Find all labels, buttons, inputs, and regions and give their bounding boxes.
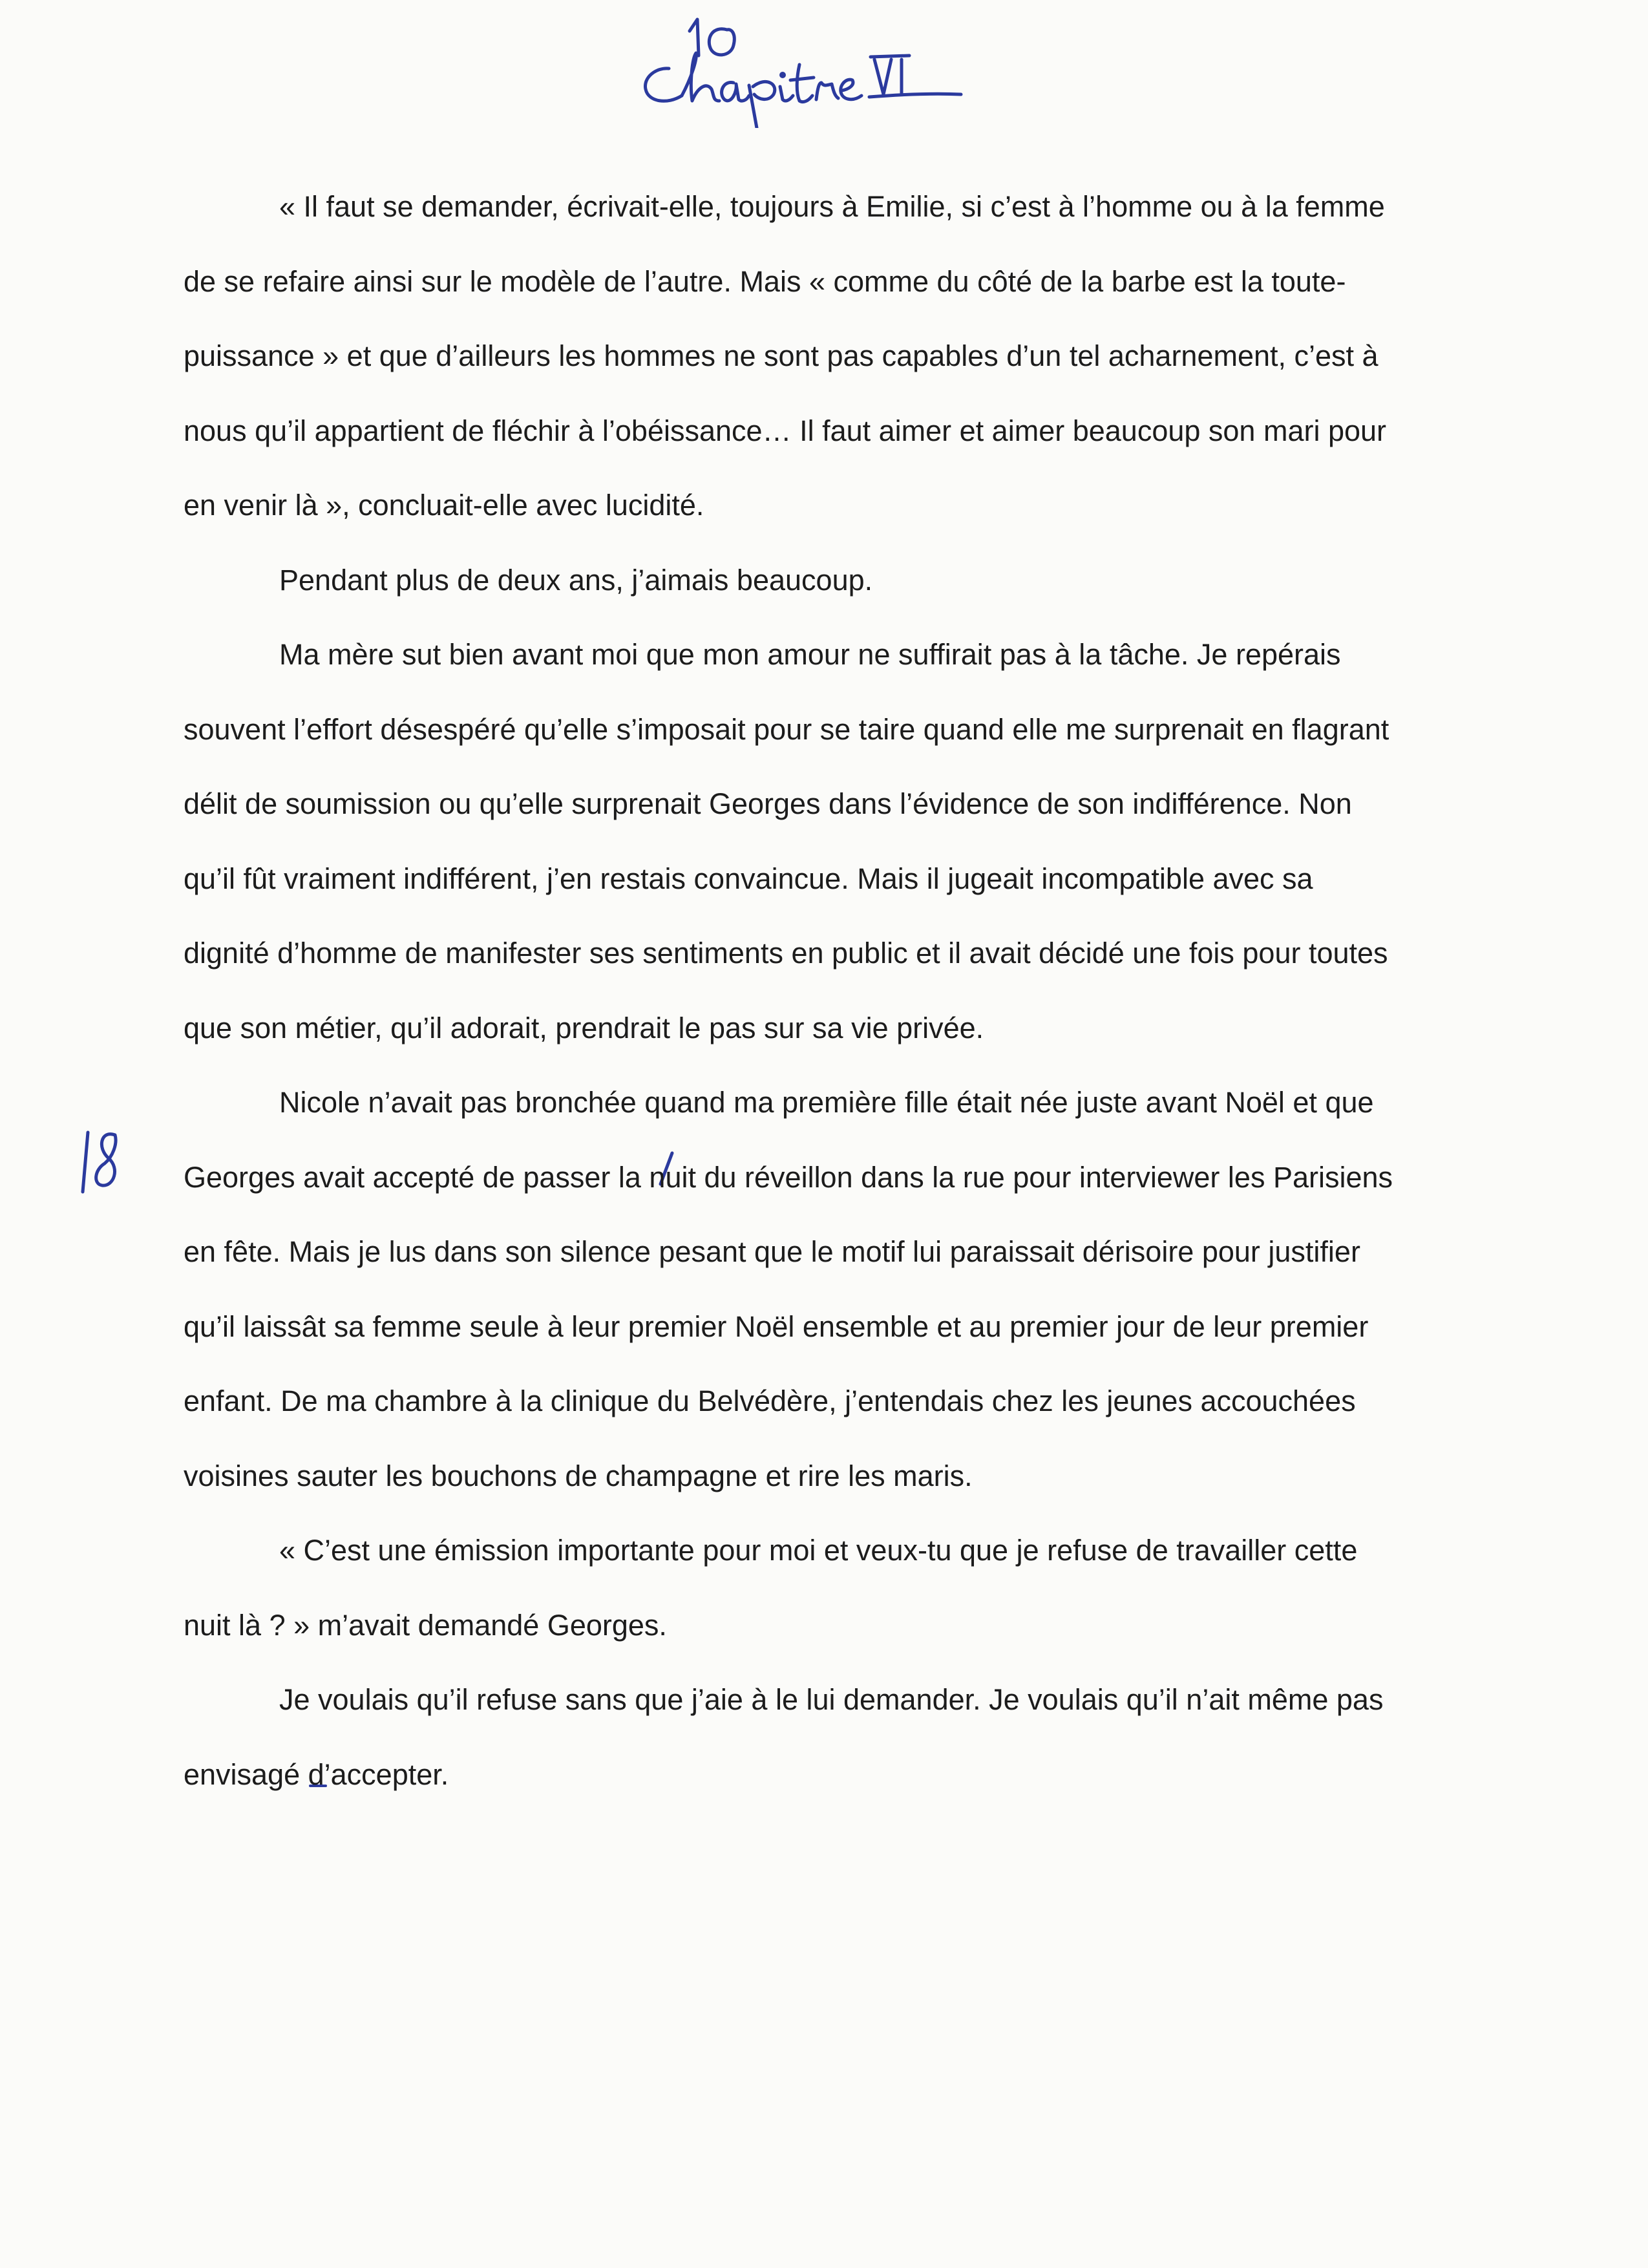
page-number-zero [709,29,734,55]
paragraph: Ma mère sut bien avant moi que mon amour ne suffirait pas à la tâche. Je repérais souvent l’effort désespéré qu’elle s’imposait pour se taire quand elle me surprenait en flagrant délit de soumission ou qu’elle surprenait Georges dans l’évidence de son indifférence. Non qu’il fût vraiment indifférent, j’en restais convaincue. Mais il jugeait incompatible avec sa dignité d’homme de manifester ses sentiments en public et il avait décidé une fois pour toutes que son métier, qu’il adorait, prendrait le pas sur sa vie privée. [184,638,1389,1044]
page-number-one [690,19,699,56]
paragraph: « C’est une émission importante pour moi et veux-tu que je refuse de travailler cette nuit là ? » m’avait demandé Georges. [184,1534,1358,1642]
paragraph: Je voulais qu’il refuse sans que j’aie à le lui demander. Je voulais qu’il n’ait même pas envisagé d’accepter. [184,1683,1384,1791]
body-text [184,169,1405,1812]
handwritten-margin-note [71,1125,129,1202]
paragraph: Nicole n’avait pas bronchée quand ma première fille était née juste avant Noël et que Georges avait accepté de passer la nuit du réveillon dans la rue pour interviewer les Parisiens en fête. Mais je lus dans son silence pesant que le motif lui paraissait dérisoire pour justifier qu’il laissât sa femme seule à leur premier Noël ensemble et au premier jour de leur premier enfant. De ma chambre à la clinique du Belvédère, j’entendais chez les jeunes accouchées voisines sauter les bouchons de champagne et rire les maris. [184,1086,1393,1492]
handwritten-heading [630,5,966,128]
paragraph: « Il faut se demander, écrivait-elle, toujours à Emilie, si c’est à l’homme ou à la femme de se refaire ainsi sur le modèle de l’autre. Mais « comme du côté de la barbe est la toute-puissance » et que d’ailleurs les hommes ne sont pas capables d’un tel acharnement, c’est à nous qu’il appartient de fléchir à l’obéissance… Il faut aimer et aimer beaucoup son mari pour en venir là », concluait-elle avec lucidité. [184,190,1387,522]
paragraph: Pendant plus de deux ans, j’aimais beaucoup. [279,563,873,597]
